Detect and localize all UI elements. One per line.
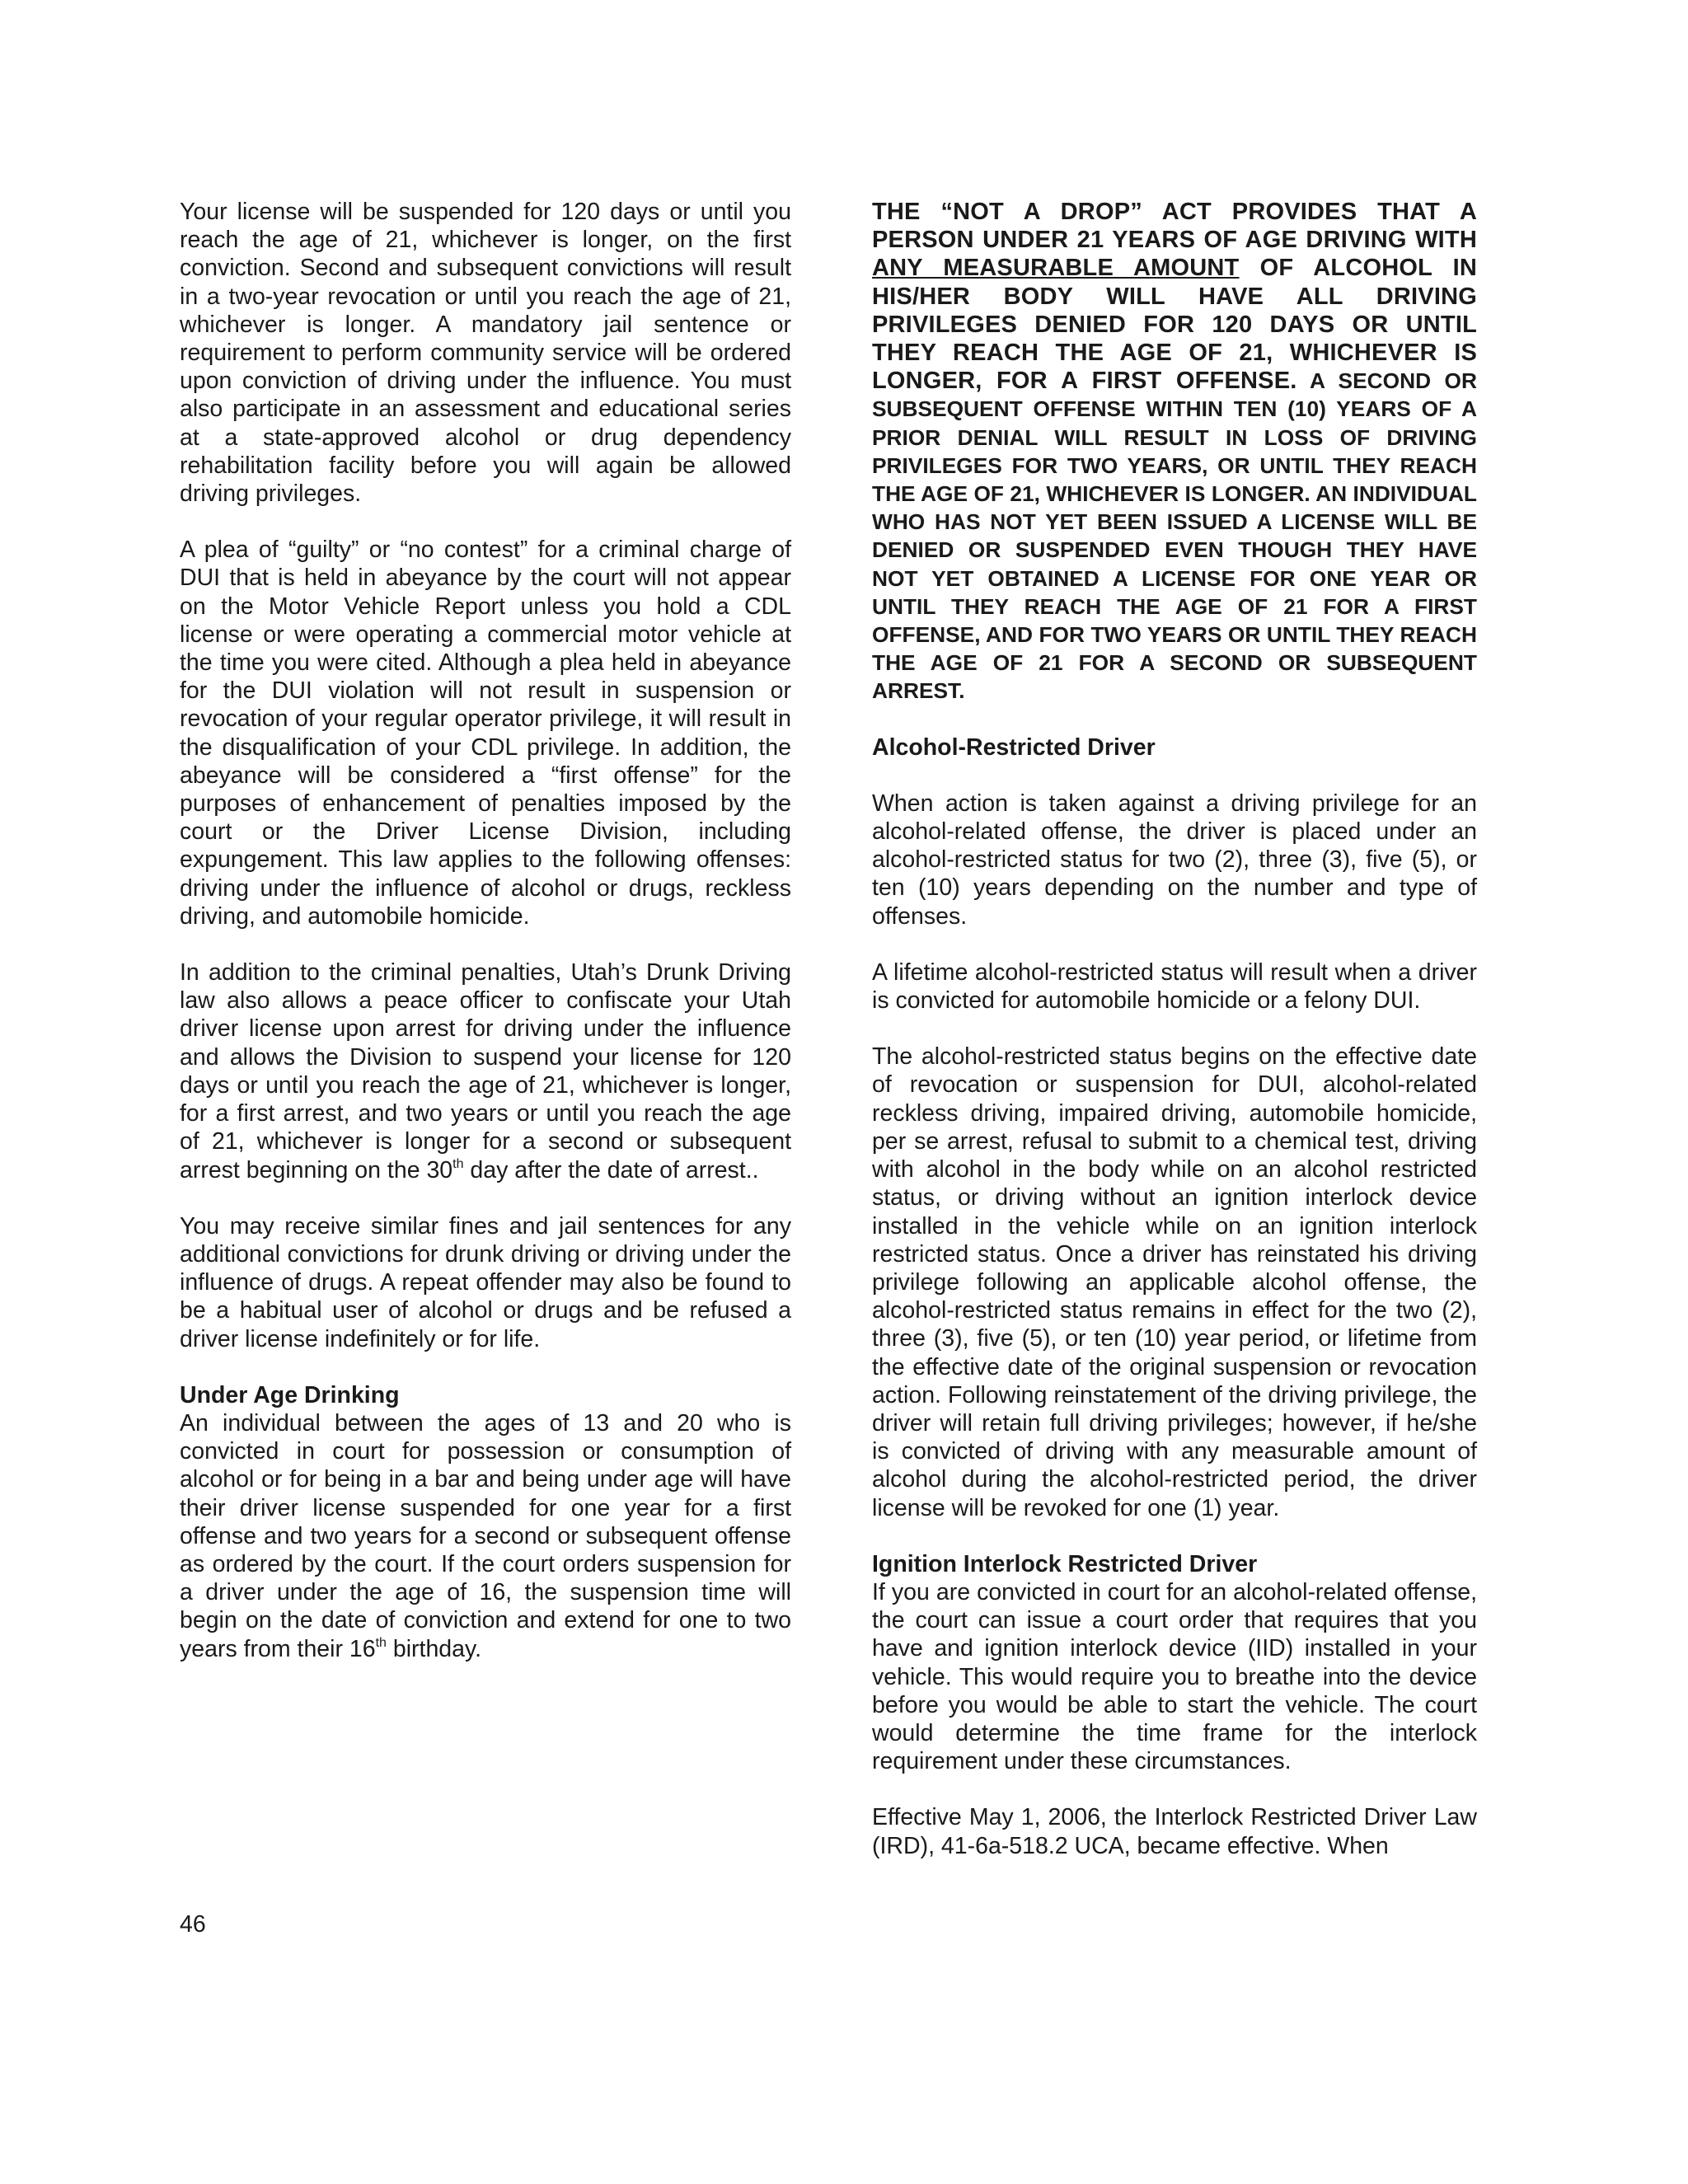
paragraph-alcohol-restricted-status: When action is taken against a driving privilege for an alcohol-related offense, the driver is placed under an alcohol-restricted status for two (2), three (3), five (5), or ten (10) years depending on the number and type of offenses. bbox=[872, 790, 1477, 930]
not-a-drop-act-notice: THE “NOT A DROP” ACT PROVIDES THAT A PERSON UNDER 21 YEARS OF AGE DRIVING WITH ANY MEASURABLE AMOUNT OF ALCOHOL IN HIS/HER BODY WILL HAVE ALL DRIVING PRIVILEGES DENIED FOR 120 DAYS OR UNTIL THEY REACH THE AGE OF 21, WHICHEVER IS LONGER, FOR A FIRST OFFENSE. A SECOND OR SUBSEQUENT OFFENSE WITHIN TEN (10) YEARS OF A PRIOR DENIAL WILL RESULT IN LOSS OF DRIVING PRIVILEGES FOR TWO YEARS, OR UNTIL THEY REACH THE AGE OF 21, WHICHEVER IS LONGER. AN INDIVIDUAL WHO HAS NOT YET BEEN ISSUED A LICENSE WILL BE DENIED OR SUSPENDED EVEN THOUGH THEY HAVE NOT YET OBTAINED A LICENSE FOR ONE YEAR OR UNTIL THEY REACH THE AGE OF 21 FOR A FIRST OFFENSE, AND FOR TWO YEARS OR UNTIL THEY REACH THE AGE OF 21 FOR A SECOND OR SUBSEQUENT ARREST. bbox=[872, 199, 1478, 704]
heading-under-age-drinking: Under Age Drinking bbox=[180, 1381, 400, 1408]
right-column bbox=[872, 198, 1477, 1888]
page-number: 46 bbox=[180, 1911, 206, 1938]
paragraph-criminal-penalties: In addition to the criminal penalties, Utah’s Drunk Driving law also allows a peace officer to confiscate your Utah driver license upon arrest for driving under the influence and allows the Division to suspend your license for 120 days or until you reach the age of 21, whichever is longer, for a first arrest, and two years or until you reach the age of 21, whichever is longer for a second or subsequent arrest beginning on the 30th day after the date of arrest.. bbox=[180, 959, 791, 1183]
paragraph-restricted-status-begins: The alcohol-restricted status begins on the effective date of revocation or suspension for DUI, alcohol-related reckless driving, impaired driving, automobile homicide, per se arrest, refusal to submit to a chemical test, driving with alcohol in the body while on an alcohol restricted status, or driving without an ignition interlock device installed in the vehicle while on an ignition interlock restricted status. Once a driver has reinstated his driving privilege following an applicable alcohol offense, the alcohol-restricted status remains in effect for the two (2), three (3), five (5), or ten (10) year period, or lifetime from the effective date of the original suspension or revocation action. Following reinstatement of the driving privilege, the driver will retain full driving privileges; however, if he/she is convicted of driving with any measurable amount of alcohol during the alcohol-restricted period, the driver license will be revoked for one (1) year. bbox=[872, 1043, 1477, 1521]
paragraph-license-suspension: Your license will be suspended for 120 days or until you reach the age of 21, whichever is longer, on the first conviction. Second and subsequent convictions will result in a two-year revocation or until you reach the age of 21, whichever is longer. A mandatory jail sentence or requirement to perform community service will be ordered upon conviction of driving under the influence. You must also participate in an assessment and educational series at a state-approved alcohol or drug dependency rehabilitation facility before you will again be allowed driving privileges. bbox=[180, 199, 791, 508]
heading-alcohol-restricted-driver: Alcohol-Restricted Driver bbox=[872, 733, 1156, 761]
paragraph-lifetime-restriction: A lifetime alcohol-restricted status will result when a driver is convicted for automobile homicide or a felony DUI. bbox=[872, 958, 1477, 1015]
paragraph-repeat-offender: You may receive similar fines and jail sentences for any additional convictions for drunk driving or driving under the influence of drugs. A repeat offender may also be found to be a habitual user of alcohol or drugs and be refused a driver license indefinitely or for life. bbox=[180, 1212, 791, 1352]
paragraph-plea-abeyance: A plea of “guilty” or “no contest” for a criminal charge of DUI that is held in abeyance by the court will not appear on the Motor Vehicle Report unless you hold a CDL license or were operating a commercial motor vehicle at the time you were cited. Although a plea held in abeyance for the DUI violation will not result in suspension or revocation of your regular operator privilege, it will result in the disqualification of your CDL privilege. In addition, the abeyance will be considered a “first offense” for the purposes of enhancement of penalties imposed by the court or the Driver License Division, including expungement. This law applies to the following offenses: driving under the influence of alcohol or drugs, reckless driving, and automobile homicide. bbox=[180, 537, 791, 930]
underlined-any-measurable-amount: ANY MEASURABLE AMOUNT bbox=[872, 255, 1240, 282]
heading-ignition-interlock: Ignition Interlock Restricted Driver bbox=[872, 1550, 1258, 1577]
paragraph-under-age-drinking: An individual between the ages of 13 and 20 who is convicted in court for possession or consumption of alcohol or for being in a bar and being under age will have their driver license suspended for one year for a first offense and two years for a second or subsequent offense as ordered by the court. If the court orders suspension for a driver under the age of 16, the suspension time will begin on the date of conviction and extend for one to two years from their 16th birthday. bbox=[180, 1409, 791, 1662]
paragraph-ignition-interlock: If you are convicted in court for an alcohol-related offense, the court can issue a court order that requires that you have and ignition interlock device (IID) installed in your vehicle. This would require you to breathe into the device before you would be able to start the vehicle. The court would determine the time frame for the interlock requirement under these circumstances. bbox=[872, 1578, 1477, 1775]
paragraph-interlock-law: Effective May 1, 2006, the Interlock Restricted Driver Law (IRD), 41-6a-518.2 UCA, became effective. When bbox=[872, 1804, 1477, 1859]
left-column bbox=[180, 198, 791, 1691]
